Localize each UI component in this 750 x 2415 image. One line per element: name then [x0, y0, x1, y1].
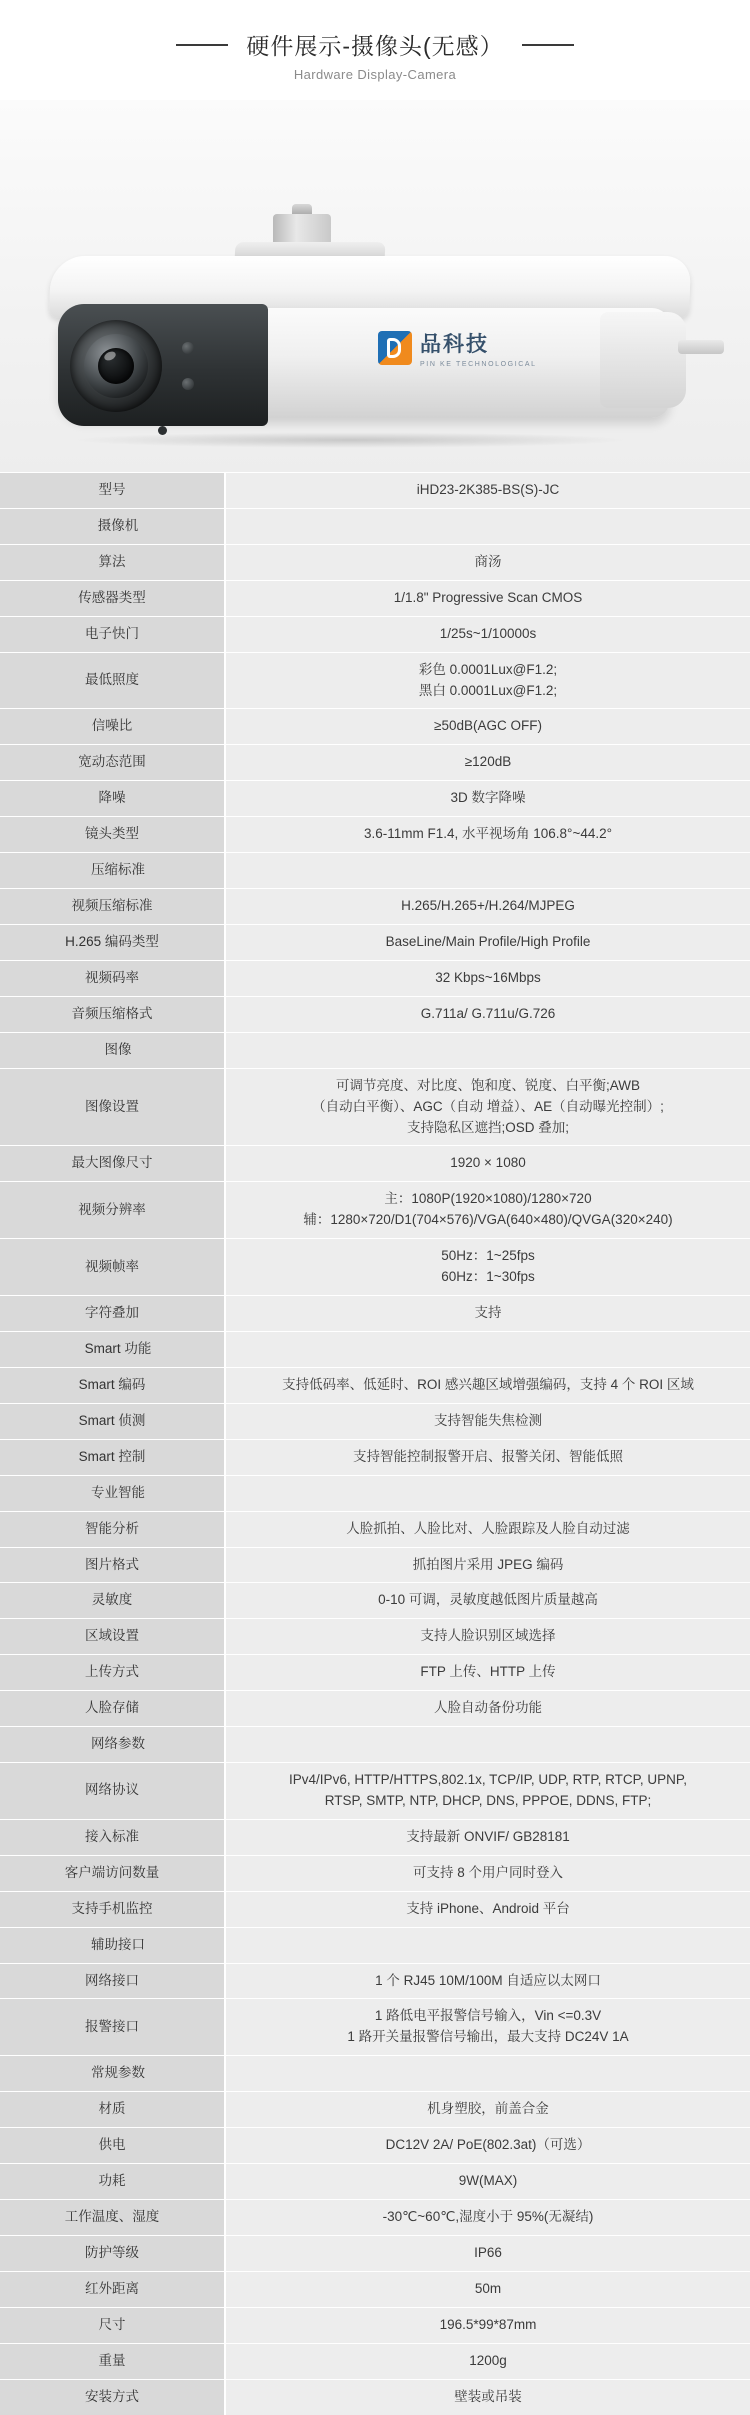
spec-value: 1200g — [225, 2343, 750, 2379]
spec-value: 1 路低电平报警信号输入，Vin <=0.3V 1 路开关量报警信号输出，最大支持 DC24V 1A — [225, 1999, 750, 2056]
page-header — [0, 0, 750, 100]
table-row — [0, 1763, 750, 1820]
spec-key: 宽动态范围 — [0, 745, 225, 781]
product-image — [0, 100, 750, 472]
spec-key: 人脸存储 — [0, 1691, 225, 1727]
spec-value: 抓拍图片采用 JPEG 编码 — [225, 1547, 750, 1583]
camera-illustration — [30, 212, 720, 442]
table-row — [0, 1367, 750, 1403]
spec-key: Smart 编码 — [0, 1367, 225, 1403]
spec-key: 报警接口 — [0, 1999, 225, 2056]
spec-key: 降噪 — [0, 781, 225, 817]
spec-key: 网络接口 — [0, 1963, 225, 1999]
spec-value: 0-10 可调，灵敏度越低图片质量越高 — [225, 1583, 750, 1619]
table-row — [0, 544, 750, 580]
spec-key: 传感器类型 — [0, 580, 225, 616]
table-row — [0, 889, 750, 925]
spec-value: FTP 上传、HTTP 上传 — [225, 1655, 750, 1691]
table-row — [0, 960, 750, 996]
brand-name-en: PIN KE TECHNOLOGICAL — [420, 361, 537, 368]
table-row — [0, 1619, 750, 1655]
spec-key: 视频码率 — [0, 960, 225, 996]
spec-key: 视频压缩标准 — [0, 889, 225, 925]
table-row — [0, 745, 750, 781]
page-title: 硬件展示-摄像头(无感） — [246, 33, 504, 59]
spec-key: 图像设置 — [0, 1068, 225, 1146]
spec-section-row — [0, 1032, 750, 1068]
spec-key: 常规参数 — [0, 2056, 225, 2092]
table-row — [0, 996, 750, 1032]
spec-section-row — [0, 508, 750, 544]
spec-key: 信噪比 — [0, 709, 225, 745]
spec-table-body — [0, 473, 750, 2415]
spec-value: 人脸抓拍、人脸比对、人脸跟踪及人脸自动过滤 — [225, 1511, 750, 1547]
spec-value — [225, 1927, 750, 1963]
spec-value: 壁装或吊装 — [225, 2379, 750, 2414]
table-row — [0, 1547, 750, 1583]
spec-value: 支持智能失焦检测 — [225, 1403, 750, 1439]
table-row — [0, 2343, 750, 2379]
table-row — [0, 580, 750, 616]
spec-value: 3.6-11mm F1.4, 水平视场角 106.8°~44.2° — [225, 817, 750, 853]
spec-value — [225, 853, 750, 889]
spec-key: Smart 侦测 — [0, 1403, 225, 1439]
spec-value: 人脸自动备份功能 — [225, 1691, 750, 1727]
table-row — [0, 1239, 750, 1296]
spec-key: H.265 编码类型 — [0, 924, 225, 960]
spec-key: 接入标准 — [0, 1819, 225, 1855]
spec-key: 上传方式 — [0, 1655, 225, 1691]
spec-value: 支持 iPhone、Android 平台 — [225, 1891, 750, 1927]
spec-key: 视频分辨率 — [0, 1182, 225, 1239]
spec-value: BaseLine/Main Profile/High Profile — [225, 924, 750, 960]
spec-value: 1920 × 1080 — [225, 1146, 750, 1182]
spec-key: 字符叠加 — [0, 1296, 225, 1332]
table-row — [0, 2271, 750, 2307]
table-row — [0, 2200, 750, 2236]
brand-mark-icon — [378, 331, 412, 365]
spec-value — [225, 1475, 750, 1511]
table-row — [0, 2379, 750, 2414]
table-row — [0, 2128, 750, 2164]
spec-value: 商汤 — [225, 544, 750, 580]
spec-key: 尺寸 — [0, 2307, 225, 2343]
spec-table — [0, 472, 750, 2415]
spec-key: 摄像机 — [0, 508, 225, 544]
spec-key: 图片格式 — [0, 1547, 225, 1583]
ir-led-icon — [182, 342, 194, 354]
spec-value: 50Hz：1~25fps 60Hz：1~30fps — [225, 1239, 750, 1296]
spec-key: 型号 — [0, 473, 225, 509]
spec-value: 彩色 0.0001Lux@F1.2; 黑白 0.0001Lux@F1.2; — [225, 652, 750, 709]
spec-section-row — [0, 853, 750, 889]
spec-value: 支持最新 ONVIF/ GB28181 — [225, 1819, 750, 1855]
table-row — [0, 1999, 750, 2056]
table-row — [0, 817, 750, 853]
spec-key: 最大图像尺寸 — [0, 1146, 225, 1182]
table-row — [0, 1296, 750, 1332]
table-row — [0, 1819, 750, 1855]
spec-key: 压缩标准 — [0, 853, 225, 889]
spec-value: 3D 数字降噪 — [225, 781, 750, 817]
table-row — [0, 616, 750, 652]
ir-led-icon — [182, 378, 194, 390]
spec-value: 9W(MAX) — [225, 2164, 750, 2200]
lens-glass — [98, 348, 134, 384]
spec-key: 算法 — [0, 544, 225, 580]
spec-value — [225, 1032, 750, 1068]
table-row — [0, 1891, 750, 1927]
spec-value: 主：1080P(1920×1080)/1280×720 辅：1280×720/D1(704×576)/VGA(640×480)/QVGA(320×240) — [225, 1182, 750, 1239]
spec-key: Smart 功能 — [0, 1331, 225, 1367]
spec-key: 支持手机监控 — [0, 1891, 225, 1927]
spec-section-row — [0, 1727, 750, 1763]
spec-section-row — [0, 1331, 750, 1367]
table-row — [0, 1511, 750, 1547]
spec-value — [225, 2056, 750, 2092]
spec-value — [225, 508, 750, 544]
spec-key: 网络协议 — [0, 1763, 225, 1820]
spec-key: 智能分析 — [0, 1511, 225, 1547]
spec-value: 1/25s~1/10000s — [225, 616, 750, 652]
spec-key: 最低照度 — [0, 652, 225, 709]
spec-value: 机身塑胶，前盖合金 — [225, 2092, 750, 2128]
table-row — [0, 781, 750, 817]
table-row — [0, 1403, 750, 1439]
spec-key: 客户端访问数量 — [0, 1855, 225, 1891]
spec-section-row — [0, 1927, 750, 1963]
camera-rear-cap — [600, 312, 686, 408]
table-row — [0, 1691, 750, 1727]
table-row — [0, 1439, 750, 1475]
spec-key: 工作温度、湿度 — [0, 2200, 225, 2236]
spec-key: 网络参数 — [0, 1727, 225, 1763]
spec-key: 电子快门 — [0, 616, 225, 652]
spec-value — [225, 1331, 750, 1367]
table-row — [0, 1182, 750, 1239]
table-row — [0, 2164, 750, 2200]
spec-key: 镜头类型 — [0, 817, 225, 853]
brand-name-cn: 品科技 — [420, 333, 489, 356]
camera-cable — [678, 340, 724, 354]
spec-key: 材质 — [0, 2092, 225, 2128]
spec-value: -30℃~60℃,湿度小于 95%(无凝结) — [225, 2200, 750, 2236]
spec-value: 50m — [225, 2271, 750, 2307]
spec-value: 支持低码率、低延时、ROI 感兴趣区域增强编码，支持 4 个 ROI 区域 — [225, 1367, 750, 1403]
spec-key: 辅助接口 — [0, 1927, 225, 1963]
spec-value: G.711a/ G.711u/G.726 — [225, 996, 750, 1032]
product-shadow — [70, 432, 630, 448]
table-row — [0, 2307, 750, 2343]
spec-key: 图像 — [0, 1032, 225, 1068]
spec-value: 支持智能控制报警开启、报警关闭、智能低照 — [225, 1439, 750, 1475]
spec-key: 供电 — [0, 2128, 225, 2164]
table-row — [0, 1655, 750, 1691]
table-row — [0, 1146, 750, 1182]
table-row — [0, 924, 750, 960]
spec-value: 32 Kbps~16Mbps — [225, 960, 750, 996]
spec-value: ≥120dB — [225, 745, 750, 781]
spec-section-row — [0, 1475, 750, 1511]
spec-value: 1 个 RJ45 10M/100M 自适应以太网口 — [225, 1963, 750, 1999]
spec-value: H.265/H.265+/H.264/MJPEG — [225, 889, 750, 925]
spec-value: 可支持 8 个用户同时登入 — [225, 1855, 750, 1891]
spec-value — [225, 1727, 750, 1763]
spec-key: 视频帧率 — [0, 1239, 225, 1296]
table-row — [0, 1583, 750, 1619]
spec-key: Smart 控制 — [0, 1439, 225, 1475]
table-row — [0, 1068, 750, 1146]
page-title-row — [0, 28, 750, 61]
spec-key: 专业智能 — [0, 1475, 225, 1511]
spec-value: 196.5*99*87mm — [225, 2307, 750, 2343]
title-rule-right — [522, 44, 574, 46]
spec-key: 区域设置 — [0, 1619, 225, 1655]
table-row — [0, 2235, 750, 2271]
spec-value: 支持 — [225, 1296, 750, 1332]
table-row — [0, 1855, 750, 1891]
table-row — [0, 473, 750, 509]
spec-value: 支持人脸识别区域选择 — [225, 1619, 750, 1655]
table-row — [0, 1963, 750, 1999]
spec-key: 安装方式 — [0, 2379, 225, 2414]
spec-value: DC12V 2A/ PoE(802.3at)（可选） — [225, 2128, 750, 2164]
spec-section-row — [0, 2056, 750, 2092]
table-row — [0, 652, 750, 709]
table-row — [0, 709, 750, 745]
spec-key: 防护等级 — [0, 2235, 225, 2271]
spec-value: IP66 — [225, 2235, 750, 2271]
table-row — [0, 2092, 750, 2128]
spec-key: 音频压缩格式 — [0, 996, 225, 1032]
title-rule-left — [176, 44, 228, 46]
spec-value: ≥50dB(AGC OFF) — [225, 709, 750, 745]
spec-value: 可调节亮度、对比度、饱和度、锐度、白平衡;AWB （自动白平衡）、AGC（自动 增益）、AE（自动曝光控制）; 支持隐私区遮挡;OSD 叠加; — [225, 1068, 750, 1146]
spec-key: 重量 — [0, 2343, 225, 2379]
spec-value: 1/1.8" Progressive Scan CMOS — [225, 580, 750, 616]
page-subtitle: Hardware Display-Camera — [293, 67, 457, 82]
brand-logo — [378, 328, 537, 368]
spec-value: IPv4/IPv6, HTTP/HTTPS,802.1x, TCP/IP, UDP, RTP, RTCP, UPNP, RTSP, SMTP, NTP, DHCP, DNS, PPPOE, DDNS, FTP; — [225, 1763, 750, 1820]
spec-key: 红外距离 — [0, 2271, 225, 2307]
spec-key: 功耗 — [0, 2164, 225, 2200]
spec-value: iHD23-2K385-BS(S)-JC — [225, 473, 750, 509]
spec-key: 灵敏度 — [0, 1583, 225, 1619]
